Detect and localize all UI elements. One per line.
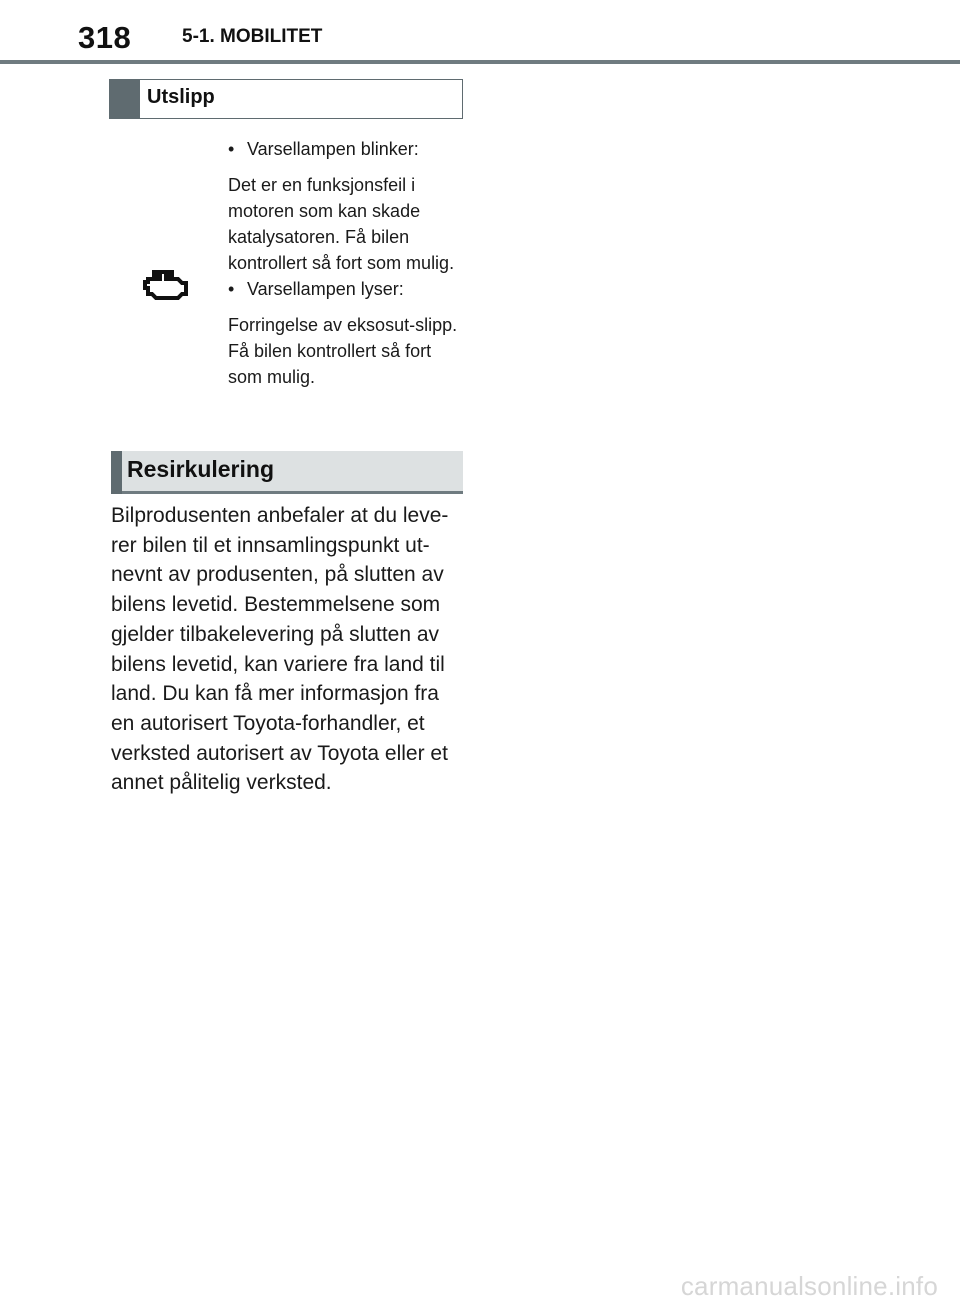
recycling-heading xyxy=(111,451,463,494)
header-tab xyxy=(110,80,140,118)
page-number: 318 xyxy=(78,20,132,55)
section-title: 5-1. MOBILITET xyxy=(182,26,323,47)
emission-box-header xyxy=(109,79,463,119)
steady-description: Forringelse av eksosut-slipp. Få bilen kontrollert så fort som mulig. xyxy=(228,315,458,387)
emission-description xyxy=(228,136,460,390)
engine-check-icon xyxy=(142,268,190,304)
emission-box-title: Utslipp xyxy=(147,86,215,108)
heading-bar xyxy=(111,451,122,494)
recycling-heading-label: Resirkulering xyxy=(127,456,274,482)
recycling-paragraph: Bilprodusenten anbefaler at du leve- rer bilen til et innsamlingspunkt ut- nevnt av produsenten, på slutten av bilens levetid. Bestemmelsene som gjelder tilbakelevering på slutten av bilens levetid, kan variere fra land til land. Du kan få mer informasjon fra en autorisert Toyota-forhandler, et verksted autorisert av Toyota eller et annet pålitelig verksted. xyxy=(111,504,449,795)
flashing-description: Det er en funksjonsfeil i motoren som kan skade katalysatoren. Få bilen kontrollert så fort som mulig. xyxy=(228,175,455,273)
bullet-flashing: • Varsellampen blinker: xyxy=(228,136,460,162)
bullet-steady: • Varsellampen lyser: xyxy=(228,276,460,302)
watermark: carmanualsonline.info xyxy=(680,1271,938,1301)
header-divider xyxy=(0,60,960,64)
